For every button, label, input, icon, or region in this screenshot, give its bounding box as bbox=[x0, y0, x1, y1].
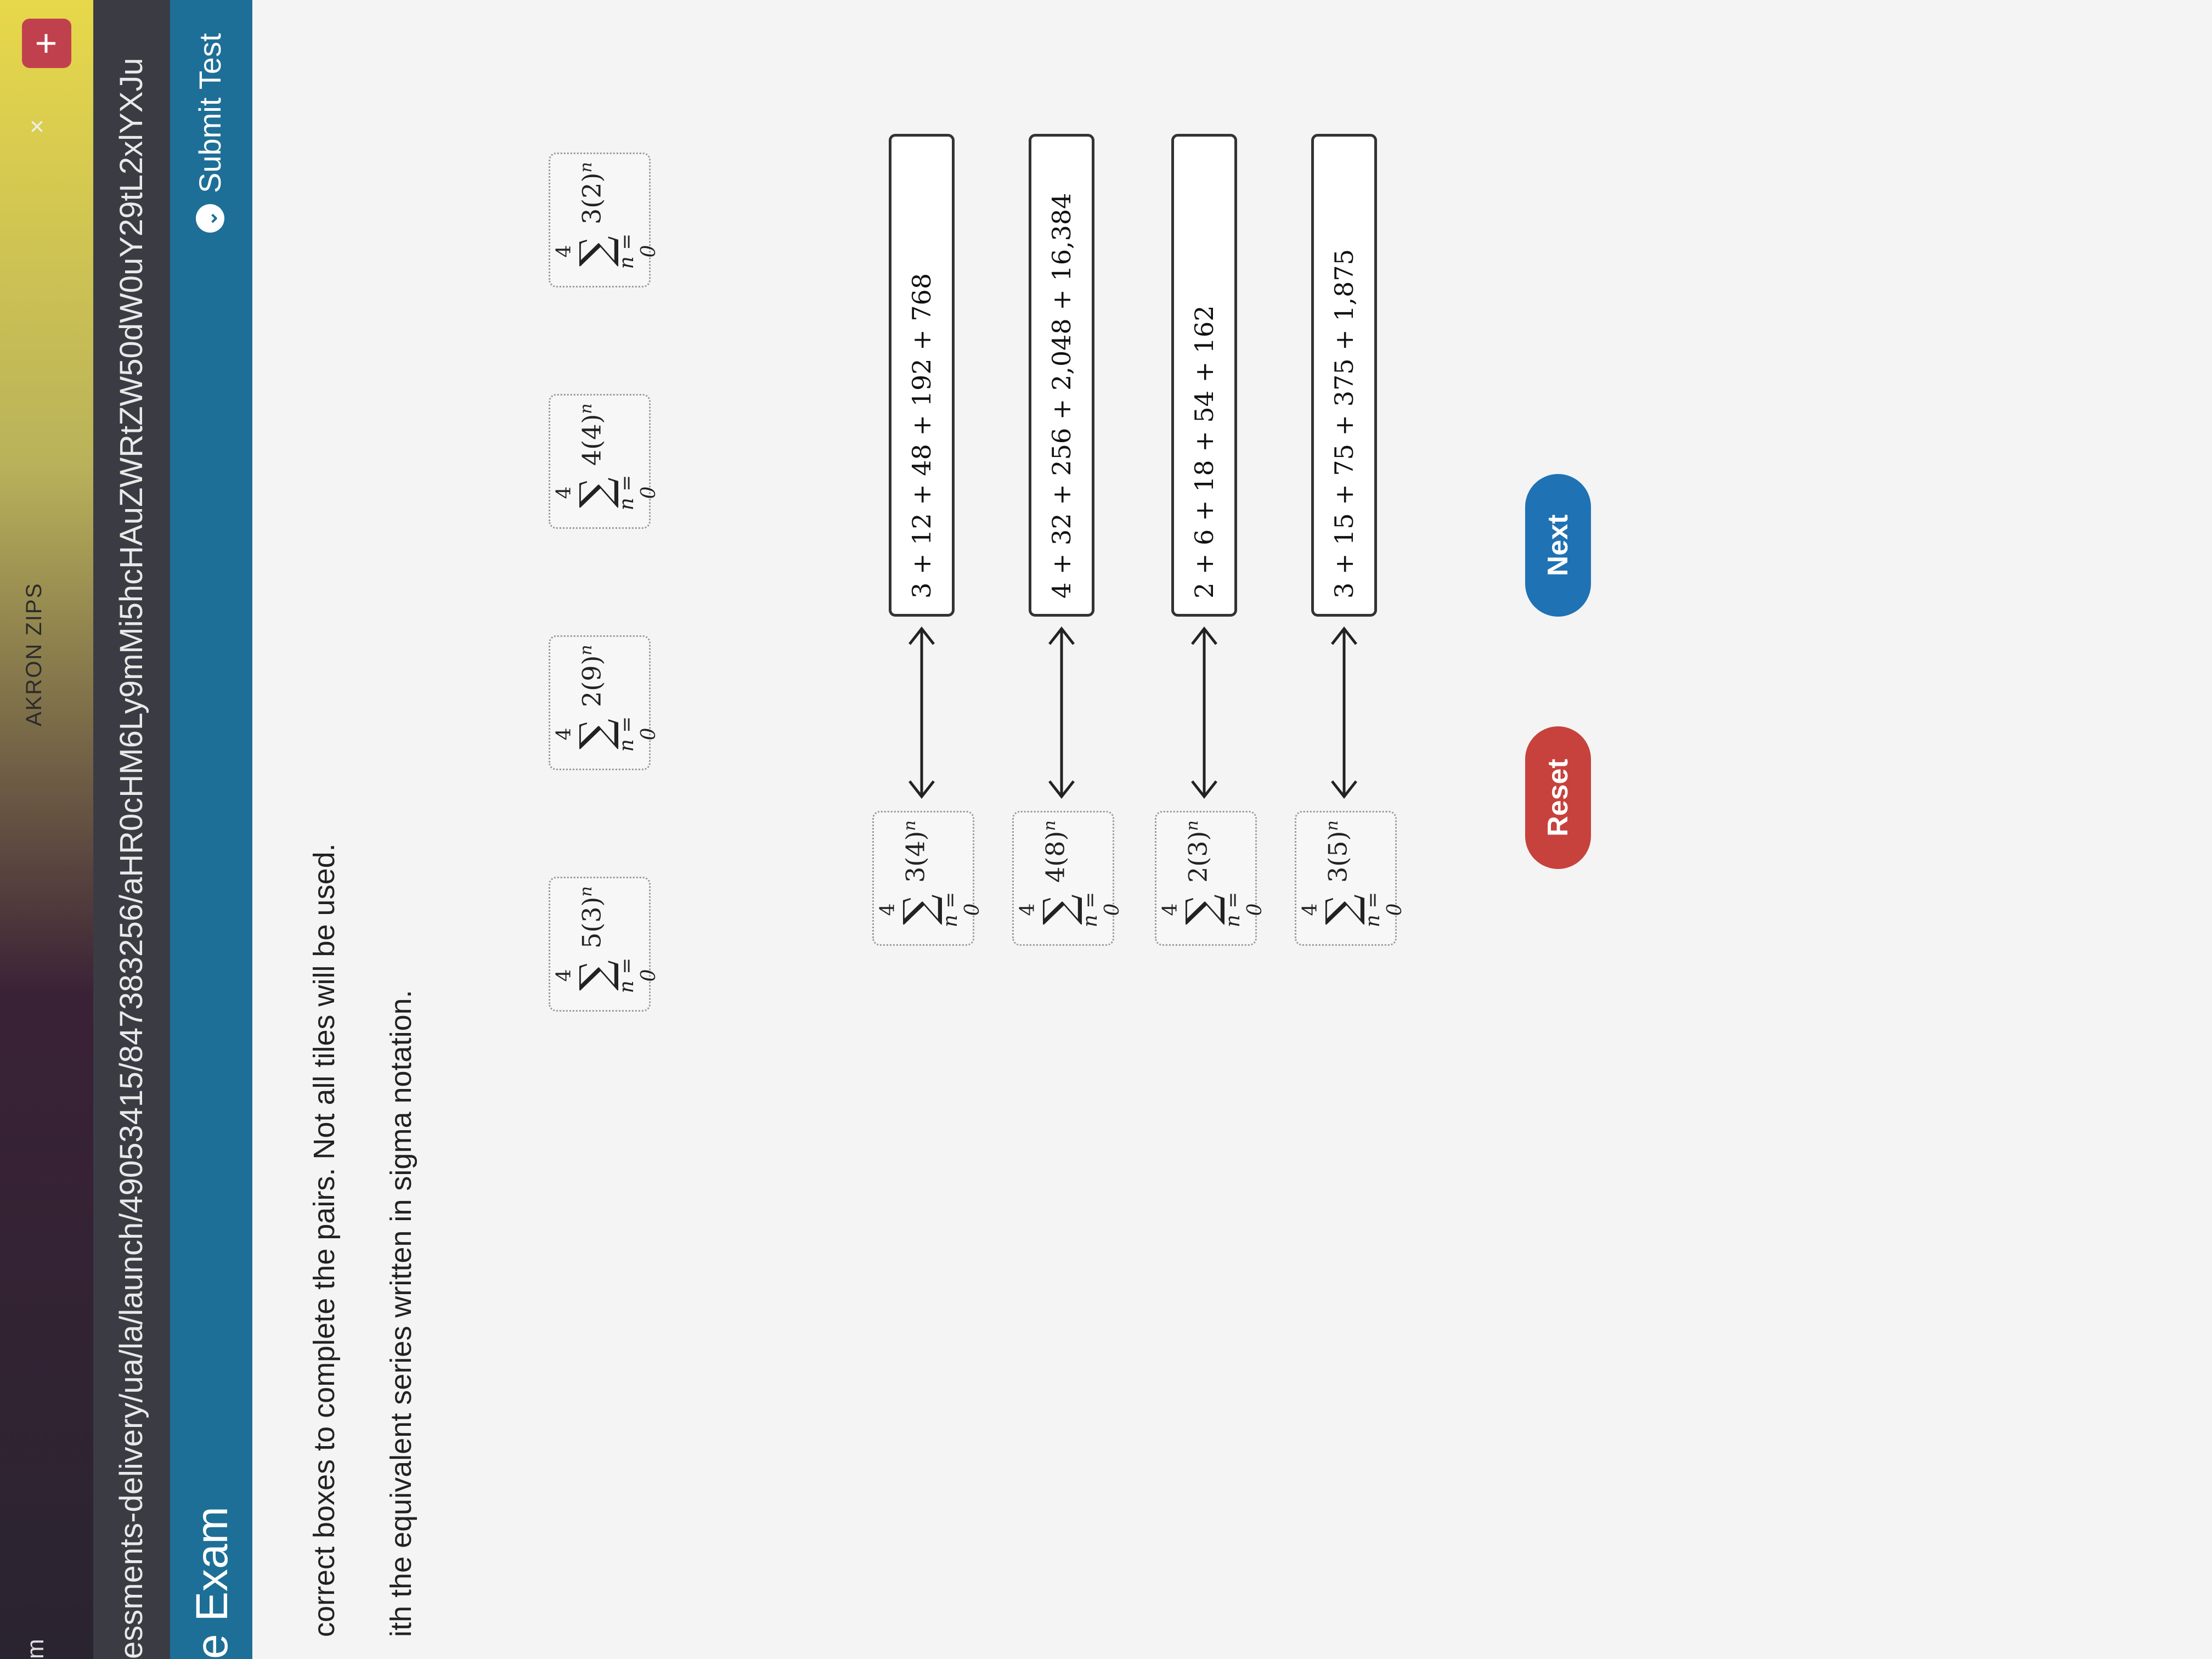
sigma-notation: 4 ∑ n = 0 bbox=[554, 709, 660, 759]
submit-test-label: Submit Test bbox=[193, 33, 227, 193]
series-text: 2 + 6 + 18 + 54 + 162 bbox=[1189, 305, 1219, 599]
instruction-line-1: correct boxes to complete the pairs. Not all tiles will be used. bbox=[308, 843, 341, 1637]
sigma-icon: ∑ bbox=[1177, 894, 1227, 925]
double-arrow-icon bbox=[905, 622, 938, 803]
instruction-line-2: ith the equivalent series written in sigma notation. bbox=[385, 990, 417, 1637]
double-arrow-icon bbox=[1188, 622, 1221, 803]
sigma-icon: ∑ bbox=[895, 894, 944, 925]
series-box-3 bbox=[1171, 134, 1237, 617]
sigma-notation: 4 ∑ n = 0 bbox=[554, 468, 660, 517]
tile-sigma-4-4[interactable] bbox=[549, 394, 660, 529]
next-button[interactable]: Next bbox=[1525, 474, 1591, 617]
extension-label: AKRON ZIPS bbox=[22, 582, 46, 726]
exam-title: e Exam bbox=[187, 1506, 237, 1659]
sigma-icon: ∑ bbox=[571, 236, 620, 267]
tile-term: $3(4)^n$ bbox=[900, 820, 930, 883]
pair-2-answer-tile[interactable] bbox=[1012, 811, 1124, 946]
new-tab-button[interactable]: + bbox=[22, 19, 71, 68]
tab-close-icon[interactable]: × bbox=[22, 119, 51, 134]
sigma-icon: ∑ bbox=[571, 477, 620, 508]
sigma-icon: ∑ bbox=[1317, 894, 1367, 925]
sigma-notation: 4 ∑ n = 0 bbox=[1017, 885, 1124, 934]
sigma-icon: ∑ bbox=[571, 960, 620, 991]
tile-term: $4(4)^n$ bbox=[577, 403, 607, 466]
tile-sigma-2-9[interactable] bbox=[549, 635, 660, 770]
sigma-notation: 4 ∑ n = 0 bbox=[554, 227, 660, 276]
sigma-notation: 4 ∑ n = 0 bbox=[1300, 885, 1406, 934]
pair-4-answer-tile[interactable] bbox=[1295, 811, 1406, 946]
reset-button[interactable]: Reset bbox=[1525, 726, 1591, 869]
series-text: 4 + 32 + 256 + 2,048 + 16,384 bbox=[1047, 193, 1076, 599]
tile-term: $4(8)^n$ bbox=[1040, 820, 1070, 883]
chevron-down-circle-icon: ⌄ bbox=[196, 204, 224, 233]
series-text: 3 + 12 + 48 + 192 + 768 bbox=[907, 273, 936, 599]
sigma-notation: 4 ∑ n = 0 bbox=[877, 885, 984, 934]
sigma-icon: ∑ bbox=[1035, 894, 1084, 925]
tile-term: $3(2)^n$ bbox=[577, 162, 607, 224]
pair-1-answer-tile[interactable] bbox=[872, 811, 984, 946]
series-box-4 bbox=[1311, 134, 1377, 617]
url-text[interactable]: essments-delivery/ua/la/launch/49053415/847383256/aHR0cHM6Ly9mMi5hcHAuZWRtZW50dW0uY29tL2xlYXJu bbox=[114, 58, 149, 1659]
sigma-notation: 4 ∑ n = 0 bbox=[1160, 885, 1266, 934]
series-box-2 bbox=[1029, 134, 1094, 617]
app-header bbox=[170, 0, 252, 1659]
tile-term: $2(9)^n$ bbox=[577, 645, 607, 707]
double-arrow-icon bbox=[1045, 622, 1078, 803]
tile-sigma-3-2[interactable] bbox=[549, 153, 660, 287]
double-arrow-icon bbox=[1328, 622, 1361, 803]
series-box-1 bbox=[889, 134, 955, 617]
sigma-icon: ∑ bbox=[571, 719, 620, 749]
address-bar[interactable] bbox=[93, 0, 170, 1659]
browser-tab-bar bbox=[0, 0, 93, 1659]
pair-3-answer-tile[interactable] bbox=[1155, 811, 1266, 946]
tile-sigma-5-3[interactable] bbox=[549, 877, 660, 1012]
tile-term: $3(5)^n$ bbox=[1323, 820, 1353, 883]
submit-test-button[interactable] bbox=[192, 33, 228, 233]
tile-term: $5(3)^n$ bbox=[577, 886, 607, 949]
tab-title[interactable]: m bbox=[22, 1639, 49, 1659]
tile-term: $2(3)^n$ bbox=[1183, 820, 1213, 883]
sigma-notation: 4 ∑ n = 0 bbox=[554, 951, 660, 1000]
series-text: 3 + 15 + 75 + 375 + 1,875 bbox=[1329, 249, 1359, 599]
